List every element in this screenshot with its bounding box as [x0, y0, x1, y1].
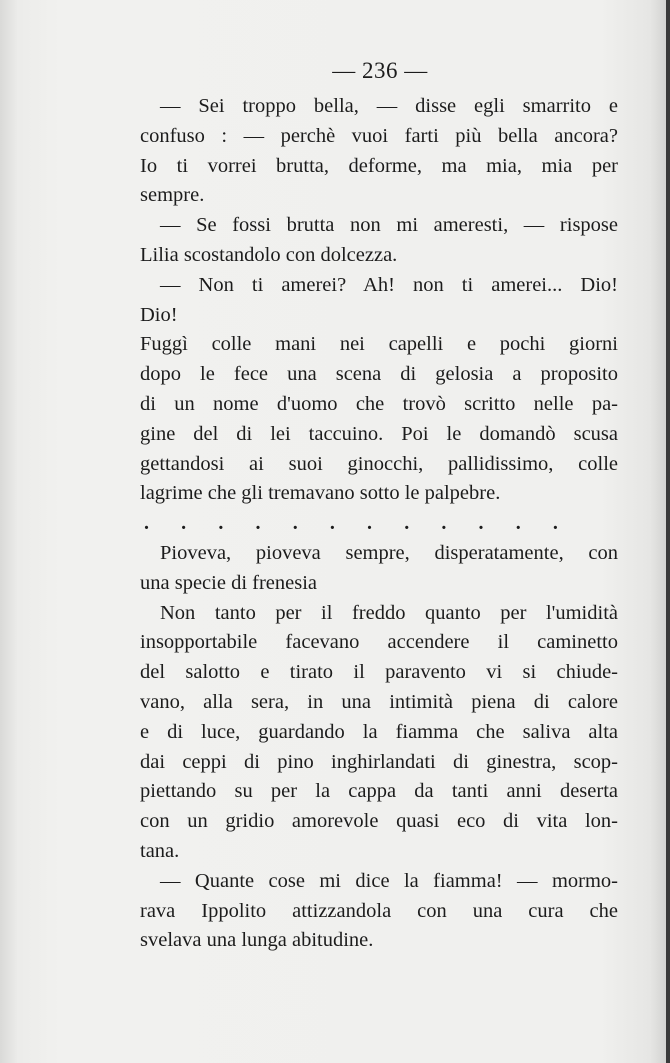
passage-part-1: [140, 92, 618, 509]
text-line: rava Ippolito attizzandola con una cura che: [140, 899, 618, 922]
text-line: — Non ti amerei? Ah! non ti amerei... Dio!: [160, 273, 618, 296]
separator-dot: .: [144, 512, 149, 535]
text-line: e di luce, guardando la fiamma che saliva alta: [140, 720, 618, 743]
text-line: svelava una lunga abitudine.: [140, 929, 374, 952]
section-separator: [144, 509, 558, 539]
page-edge-shadow: [666, 0, 670, 1063]
text-line: gine del di lei taccuino. Poi le domandò scusa: [140, 422, 618, 445]
separator-dot: .: [515, 512, 521, 535]
separator-dot: .: [404, 512, 410, 535]
text-line: — Quante cose mi dice la fiamma! — mormo-: [160, 869, 618, 892]
separator-dot: .: [255, 512, 261, 535]
text-line: con un gridio amorevole quasi eco di vita lon-: [140, 810, 618, 833]
text-line: Lilia scostandolo con dolcezza.: [140, 243, 398, 266]
text-line: gettandosi ai suoi ginocchi, pallidissimo, colle: [140, 452, 618, 475]
separator-dot: .: [441, 512, 447, 535]
text-line: Non tanto per il freddo quanto per l'umidità: [160, 601, 618, 624]
text-line: Pioveva, pioveva sempre, disperatamente, con: [160, 541, 618, 564]
separator-dot: .: [181, 512, 187, 535]
text-line: sempre.: [140, 184, 205, 207]
separator-dot: .: [218, 512, 224, 535]
text-line: di un nome d'uomo che trovò scritto nelle pa-: [140, 392, 618, 415]
separator-dot: .: [478, 512, 484, 535]
text-line: lagrime che gli tremavano sotto le palpebre.: [140, 482, 501, 505]
text-line: — Sei troppo bella, — disse egli smarrito e: [160, 95, 618, 117]
text-line: del salotto e tirato il paravento vi si chiude-: [140, 661, 618, 684]
page-number: — 236 —: [332, 58, 428, 83]
text-line: insopportabile facevano accendere il caminetto: [140, 631, 618, 654]
separator-dot: .: [552, 512, 558, 535]
text-line: dopo le fece una scena di gelosia a proposito: [140, 363, 618, 386]
text-line: vano, alla sera, in una intimità piena di calore: [140, 690, 618, 713]
text-line: una specie di frenesia: [140, 571, 318, 594]
text-line: Fuggì colle mani nei capelli e pochi giorni: [140, 333, 618, 356]
separator-dot: .: [292, 512, 298, 535]
passage-part-2: [140, 539, 618, 956]
text-line: dai ceppi di pino inghirlandati di ginestra, scop-: [140, 750, 618, 773]
text-line: Io ti vorrei brutta, deforme, ma mia, mia per: [140, 154, 618, 177]
separator-dot: .: [329, 512, 335, 535]
text-line: Dio!: [140, 303, 178, 326]
text-line: — Se fossi brutta non mi ameresti, — rispose: [160, 214, 618, 237]
body-text: [140, 92, 618, 956]
text-line: piettando su per la cappa da tanti anni deserta: [140, 780, 618, 803]
text-line: confuso : — perchè vuoi farti più bella ancora?: [140, 124, 618, 147]
text-line: tana.: [140, 839, 180, 862]
separator-dot: .: [367, 512, 373, 535]
